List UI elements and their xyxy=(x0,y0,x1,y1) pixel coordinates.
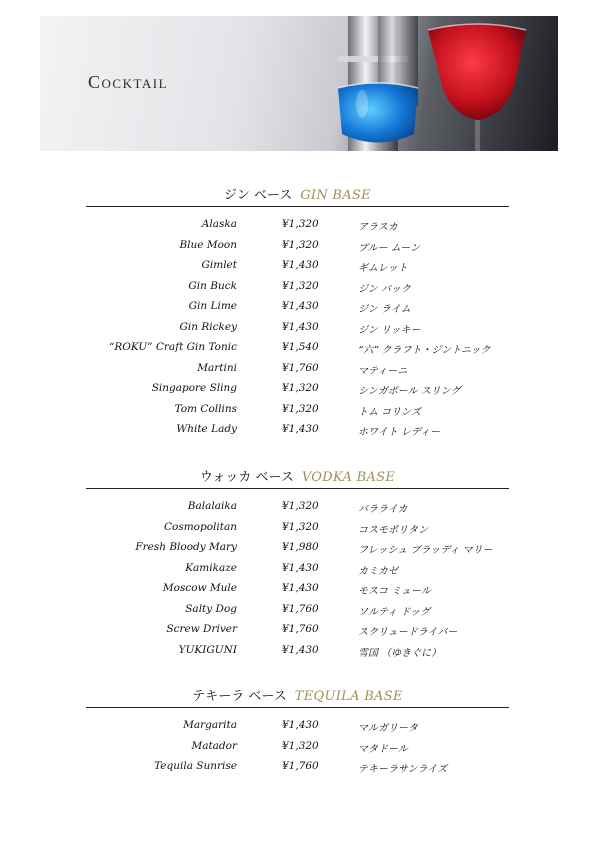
item-name-jp: フレッシュ ブラッディ マリー xyxy=(358,545,493,556)
item-name-en: Screw Driver xyxy=(166,623,237,635)
item-name-jp: ソルティ ドッグ xyxy=(358,606,430,618)
section-title-jp: テキーラ ベース xyxy=(192,689,287,704)
item-price: ¥1,760 xyxy=(282,602,319,615)
item-price: ¥1,980 xyxy=(282,541,319,553)
item-name-jp: テキーラサンライズ xyxy=(358,764,448,775)
item-name-en: Tom Collins xyxy=(174,402,237,415)
tequila-base-section xyxy=(86,685,509,778)
menu-item xyxy=(86,559,509,580)
item-price: ¥1,320 xyxy=(282,500,319,512)
item-name-jp: マティーニ xyxy=(358,365,408,377)
header-banner xyxy=(40,16,558,151)
item-name-en: YUKIGUNI xyxy=(178,643,237,656)
menu-item xyxy=(86,737,509,758)
item-name-jp: ブルー ムーン xyxy=(358,242,421,254)
item-price: ¥1,320 xyxy=(282,402,319,415)
menu-item xyxy=(86,518,509,539)
menu-item xyxy=(86,497,509,518)
menu-item xyxy=(86,600,509,621)
menu-item xyxy=(86,400,509,421)
item-name-jp: マルガリータ xyxy=(358,723,418,734)
item-name-jp: シンガポール スリング xyxy=(358,386,461,397)
item-name-jp: ジン ライム xyxy=(358,304,411,315)
item-name-en: Cosmopolitan xyxy=(163,520,237,533)
item-name-en: Gin Rickey xyxy=(179,320,237,333)
section-title-jp: ウォッカ ベース xyxy=(199,470,294,485)
item-name-en: White Lady xyxy=(176,423,237,435)
item-name-en: Blue Moon xyxy=(179,238,237,251)
item-name-jp: カミカゼ xyxy=(358,565,398,577)
item-price: ¥1,430 xyxy=(282,320,319,333)
item-name-en: Fresh Bloody Mary xyxy=(135,541,237,553)
item-name-en: Margarita xyxy=(183,719,237,731)
item-name-en: Gimlet xyxy=(201,259,237,271)
item-name-en: Singapore Sling xyxy=(151,382,237,394)
item-price: ¥1,760 xyxy=(282,361,319,374)
item-price: ¥1,760 xyxy=(282,623,319,635)
item-name-jp: トム コリンズ xyxy=(358,406,421,418)
menu-item xyxy=(86,256,509,277)
vodka-base-section xyxy=(86,466,509,661)
item-price: ¥1,430 xyxy=(282,719,319,731)
item-name-en: Alaska xyxy=(201,218,237,230)
section-header xyxy=(86,466,509,489)
menu-item xyxy=(86,641,509,662)
menu-item xyxy=(86,757,509,778)
menu-item xyxy=(86,579,509,600)
item-price: ¥1,320 xyxy=(282,520,319,533)
menu-item xyxy=(86,359,509,380)
item-price: ¥1,320 xyxy=(282,238,319,251)
menu-item xyxy=(86,297,509,318)
section-header xyxy=(86,184,509,207)
gin-base-section xyxy=(86,184,509,441)
menu-item xyxy=(86,538,509,559)
section-title-en: GIN BASE xyxy=(300,188,371,203)
item-name-en: Gin Buck xyxy=(188,279,237,292)
section-title-jp: ジン ベース xyxy=(224,188,293,203)
item-name-jp: コスモポリタン xyxy=(358,524,428,536)
section-title-en: TEQUILA BASE xyxy=(294,689,403,704)
menu-item xyxy=(86,620,509,641)
item-price: ¥1,320 xyxy=(282,218,319,230)
item-name-jp: 雪国 （ゆきぐに） xyxy=(358,647,442,659)
item-name-en: Tequila Sunrise xyxy=(154,760,237,772)
item-name-jp: ジン リッキー xyxy=(358,324,421,336)
item-price: ¥1,760 xyxy=(282,760,319,772)
item-name-en: Matador xyxy=(191,739,237,752)
item-name-en: Moscow Mule xyxy=(162,582,237,594)
section-header xyxy=(86,685,509,708)
menu-item xyxy=(86,215,509,236)
item-price: ¥1,540 xyxy=(282,341,319,353)
item-price: ¥1,320 xyxy=(282,382,319,394)
item-name-jp: ギムレット xyxy=(358,263,408,274)
menu-item xyxy=(86,277,509,298)
banner-title: Cocktail xyxy=(88,72,169,92)
item-name-jp: スクリュードライバー xyxy=(358,627,458,638)
item-name-en: Gin Lime xyxy=(188,300,237,312)
item-name-en: “ROKU” Craft Gin Tonic xyxy=(108,341,237,353)
menu-item xyxy=(86,379,509,400)
cocktail-glasses-image xyxy=(318,16,558,151)
item-name-jp: アラスカ xyxy=(358,222,398,233)
item-name-jp: “六” クラフト・ジントニック xyxy=(358,345,491,356)
item-name-en: Salty Dog xyxy=(185,602,237,615)
item-price: ¥1,430 xyxy=(282,300,319,312)
item-name-en: Balalaika xyxy=(187,500,237,512)
item-name-jp: ホワイト レディー xyxy=(358,427,441,438)
menu-item xyxy=(86,420,509,441)
item-name-jp: ジン バック xyxy=(358,283,411,295)
item-name-en: Martini xyxy=(197,361,237,374)
menu-item xyxy=(86,236,509,257)
item-name-en: Kamikaze xyxy=(185,561,237,574)
item-price: ¥1,430 xyxy=(282,423,319,435)
item-price: ¥1,320 xyxy=(282,279,319,292)
item-name-jp: マタドール xyxy=(358,743,408,755)
item-name-jp: モスコ ミュール xyxy=(358,586,431,597)
menu-item xyxy=(86,338,509,359)
item-price: ¥1,430 xyxy=(282,643,319,656)
item-name-jp: バラライカ xyxy=(358,504,408,515)
menu-item xyxy=(86,716,509,737)
menu-item xyxy=(86,318,509,339)
item-price: ¥1,430 xyxy=(282,582,319,594)
item-price: ¥1,430 xyxy=(282,259,319,271)
item-price: ¥1,320 xyxy=(282,739,319,752)
section-title-en: VODKA BASE xyxy=(301,470,396,485)
item-price: ¥1,430 xyxy=(282,561,319,574)
